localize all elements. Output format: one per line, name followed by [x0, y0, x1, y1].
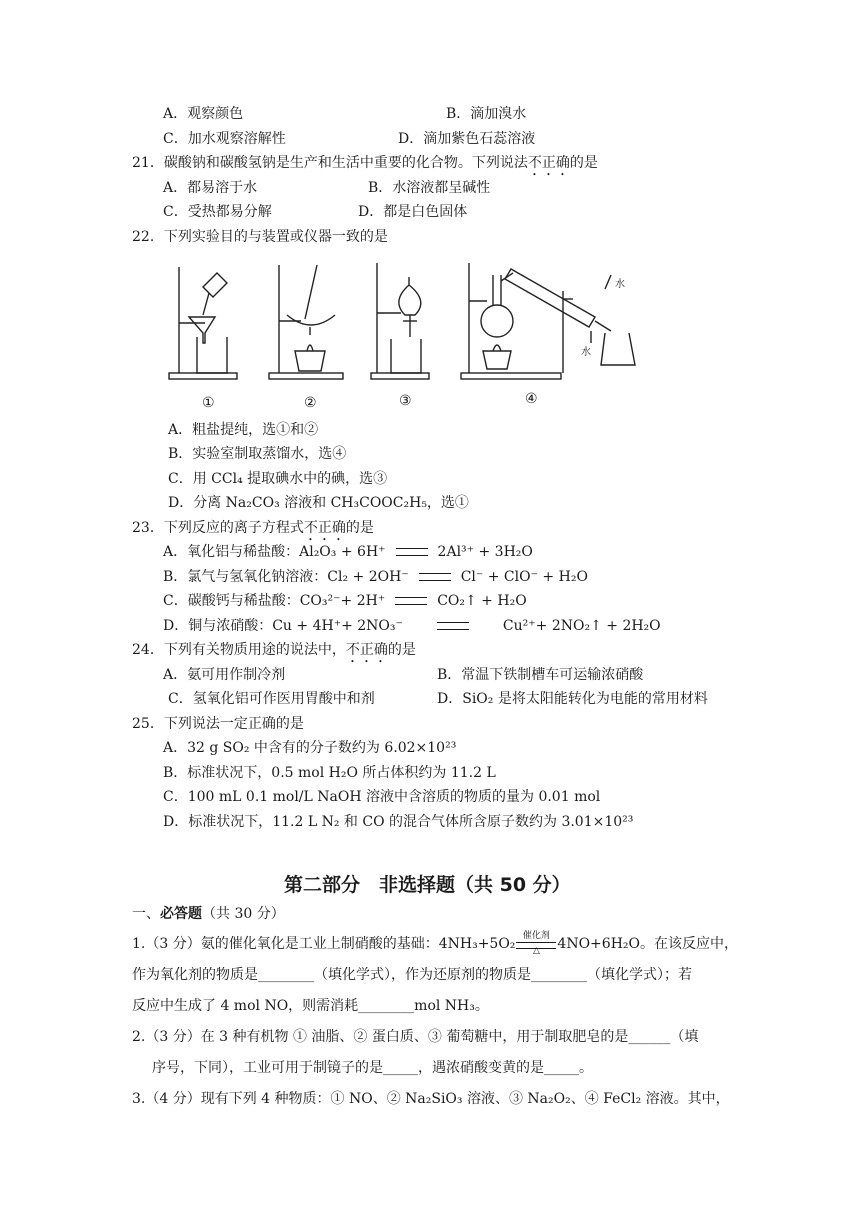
q23-stem-emphasis: 不正确 [303, 520, 346, 536]
q23-b-left: B．氯气与氢氧化钠溶液：Cl₂ + 2OH⁻ [163, 569, 409, 585]
section-prefix: 一、 [132, 906, 160, 922]
q21-option-c: C．受热都易分解 [163, 204, 272, 220]
p2-line2: 序号，下同），工业可用于制镜子的是_____，遇浓硝酸变黄的是_____。 [152, 1060, 593, 1076]
p1-line1-post: 4NO+6H₂O。在该反应中， [557, 936, 738, 952]
p3-line1: 3.（4 分）现有下列 4 种物质：① NO、② Na₂SiO₃ 溶液、③ Na₂O₂、④ FeCl₂ 溶液。其中， [132, 1091, 730, 1107]
q21-option-a: A．都易溶于水 [163, 180, 258, 196]
q24-stem [132, 640, 416, 666]
q20-option-d: D．滴加紫色石蕊溶液 [398, 131, 536, 147]
q25-option-a: A．32 g SO₂ 中含有的分子数约为 6.02×10²³ [163, 740, 457, 756]
q20-option-a: A．观察颜色 [163, 106, 244, 122]
p1-line3: 反应中生成了 4 mol NO，则需消耗________mol NH₃。 [132, 998, 489, 1014]
q25-option-c: C．100 mL 0.1 mol/L NaOH 溶液中含溶质的物质的量为 0.01 mol [163, 789, 601, 805]
figure-label-4: ④ [525, 391, 538, 407]
q21-stem [132, 153, 598, 179]
q23-c-left: C．碳酸钙与稀盐酸：CO₃²⁻+ 2H⁺ [163, 593, 386, 609]
q20-option-c: C．加水观察溶解性 [163, 131, 286, 147]
q23-stem-pre: 23．下列反应的离子方程式 [132, 520, 304, 536]
apparatus-figure [165, 255, 645, 415]
part2-title: 第二部分 非选择题（共 50 分） [284, 874, 571, 896]
q21-stem-pre: 21．碳酸钠和碳酸氢钠是生产和生活中重要的化合物。下列说法 [132, 155, 528, 171]
section-heading [132, 904, 285, 924]
equals-sign [437, 622, 469, 630]
q23-option-d [163, 616, 661, 636]
equals-sign [419, 573, 451, 581]
q23-stem [132, 518, 374, 544]
q24-option-c: C．氢氧化铝可作医用胃酸中和剂 [168, 691, 375, 707]
filtration-apparatus [169, 267, 237, 379]
p1-line1 [132, 931, 738, 956]
q24-option-b: B．常温下铁制槽车可运输浓硝酸 [437, 667, 644, 683]
q22-option-d: D．分离 Na₂CO₃ 溶液和 CH₃COOC₂H₅，选① [168, 495, 469, 511]
q25-option-d: D．标准状况下，11.2 L N₂ 和 CO 的混合气体所含原子数约为 3.01×10²³ [163, 814, 634, 830]
q21-option-b: B．水溶液都呈碱性 [368, 180, 491, 196]
q25-option-b: B．标准状况下，0.5 mol H₂O 所占体积约为 11.2 L [163, 765, 496, 781]
figure-label-2: ② [304, 395, 317, 411]
water-out-label: 水 [615, 279, 625, 290]
separatory-funnel-apparatus [371, 263, 429, 379]
q24-option-a: A．氨可用作制冷剂 [163, 667, 286, 683]
p1-line1-pre: 1.（3 分）氨的催化氧化是工业上制硝酸的基础：4NH₃+5O₂ [132, 936, 516, 952]
q23-b-right: Cl⁻ + ClO⁻ + H₂O [460, 569, 588, 585]
q23-a-right: 2Al³⁺ + 3H₂O [437, 544, 533, 560]
q23-option-a [163, 542, 533, 562]
p1-line2: 作为氧化剂的物质是________（填化学式），作为还原剂的物质是________（填化学式）；若 [132, 967, 692, 983]
q22-stem: 22．下列实验目的与装置或仪器一致的是 [132, 229, 388, 245]
q24-stem-post: 的是 [387, 642, 416, 658]
water-in-label: 水 [581, 347, 591, 358]
evaporation-apparatus [269, 265, 343, 379]
q22-option-c: C．用 CCl₄ 提取碘水中的碘，选③ [168, 471, 388, 487]
q21-option-d: D．都是白色固体 [358, 204, 468, 220]
equals-sign [395, 597, 427, 605]
q23-option-b [163, 567, 588, 587]
q22-option-b: B．实验室制取蒸馏水，选④ [168, 446, 347, 462]
reaction-condition [516, 931, 556, 956]
q23-option-c [163, 591, 527, 611]
heat-symbol: △ [532, 946, 540, 956]
figure-label-3: ③ [399, 393, 412, 409]
q23-c-right: CO₂↑ + H₂O [437, 593, 527, 609]
q22-option-a: A．粗盐提纯，选①和② [168, 422, 319, 438]
figure-label-1: ① [202, 395, 215, 411]
apparatus-diagram [165, 255, 645, 415]
q24-stem-emphasis: 不正确 [345, 642, 388, 658]
distillation-apparatus [461, 263, 635, 379]
p2-line1: 2.（3 分）在 3 种有机物 ① 油脂、② 蛋白质、③ 葡萄糖中，用于制取肥皂的是______（填 [132, 1029, 699, 1045]
equals-sign [396, 548, 428, 556]
catalyst-label: 催化剂 [522, 931, 550, 941]
q21-stem-post: 的是 [569, 155, 598, 171]
q23-a-left: A．氧化铝与稀盐酸：Al₂O₃ + 6H⁺ [163, 544, 386, 560]
q25-stem: 25．下列说法一定正确的是 [132, 716, 304, 732]
q24-option-d: D．SiO₂ 是将太阳能转化为电能的常用材料 [437, 691, 708, 707]
q23-stem-post: 的是 [345, 520, 374, 536]
q21-stem-emphasis: 不正确 [527, 155, 570, 171]
q23-d-left: D．铜与浓硝酸：Cu + 4H⁺+ 2NO₃⁻ [163, 618, 403, 634]
q23-d-right: Cu²⁺+ 2NO₂↑ + 2H₂O [502, 618, 661, 634]
q20-option-b: B．滴加溴水 [446, 106, 527, 122]
section-name: 必答题 [160, 906, 202, 922]
q24-stem-pre: 24．下列有关物质用途的说法中， [132, 642, 346, 658]
section-suffix: （共 30 分） [202, 906, 285, 922]
